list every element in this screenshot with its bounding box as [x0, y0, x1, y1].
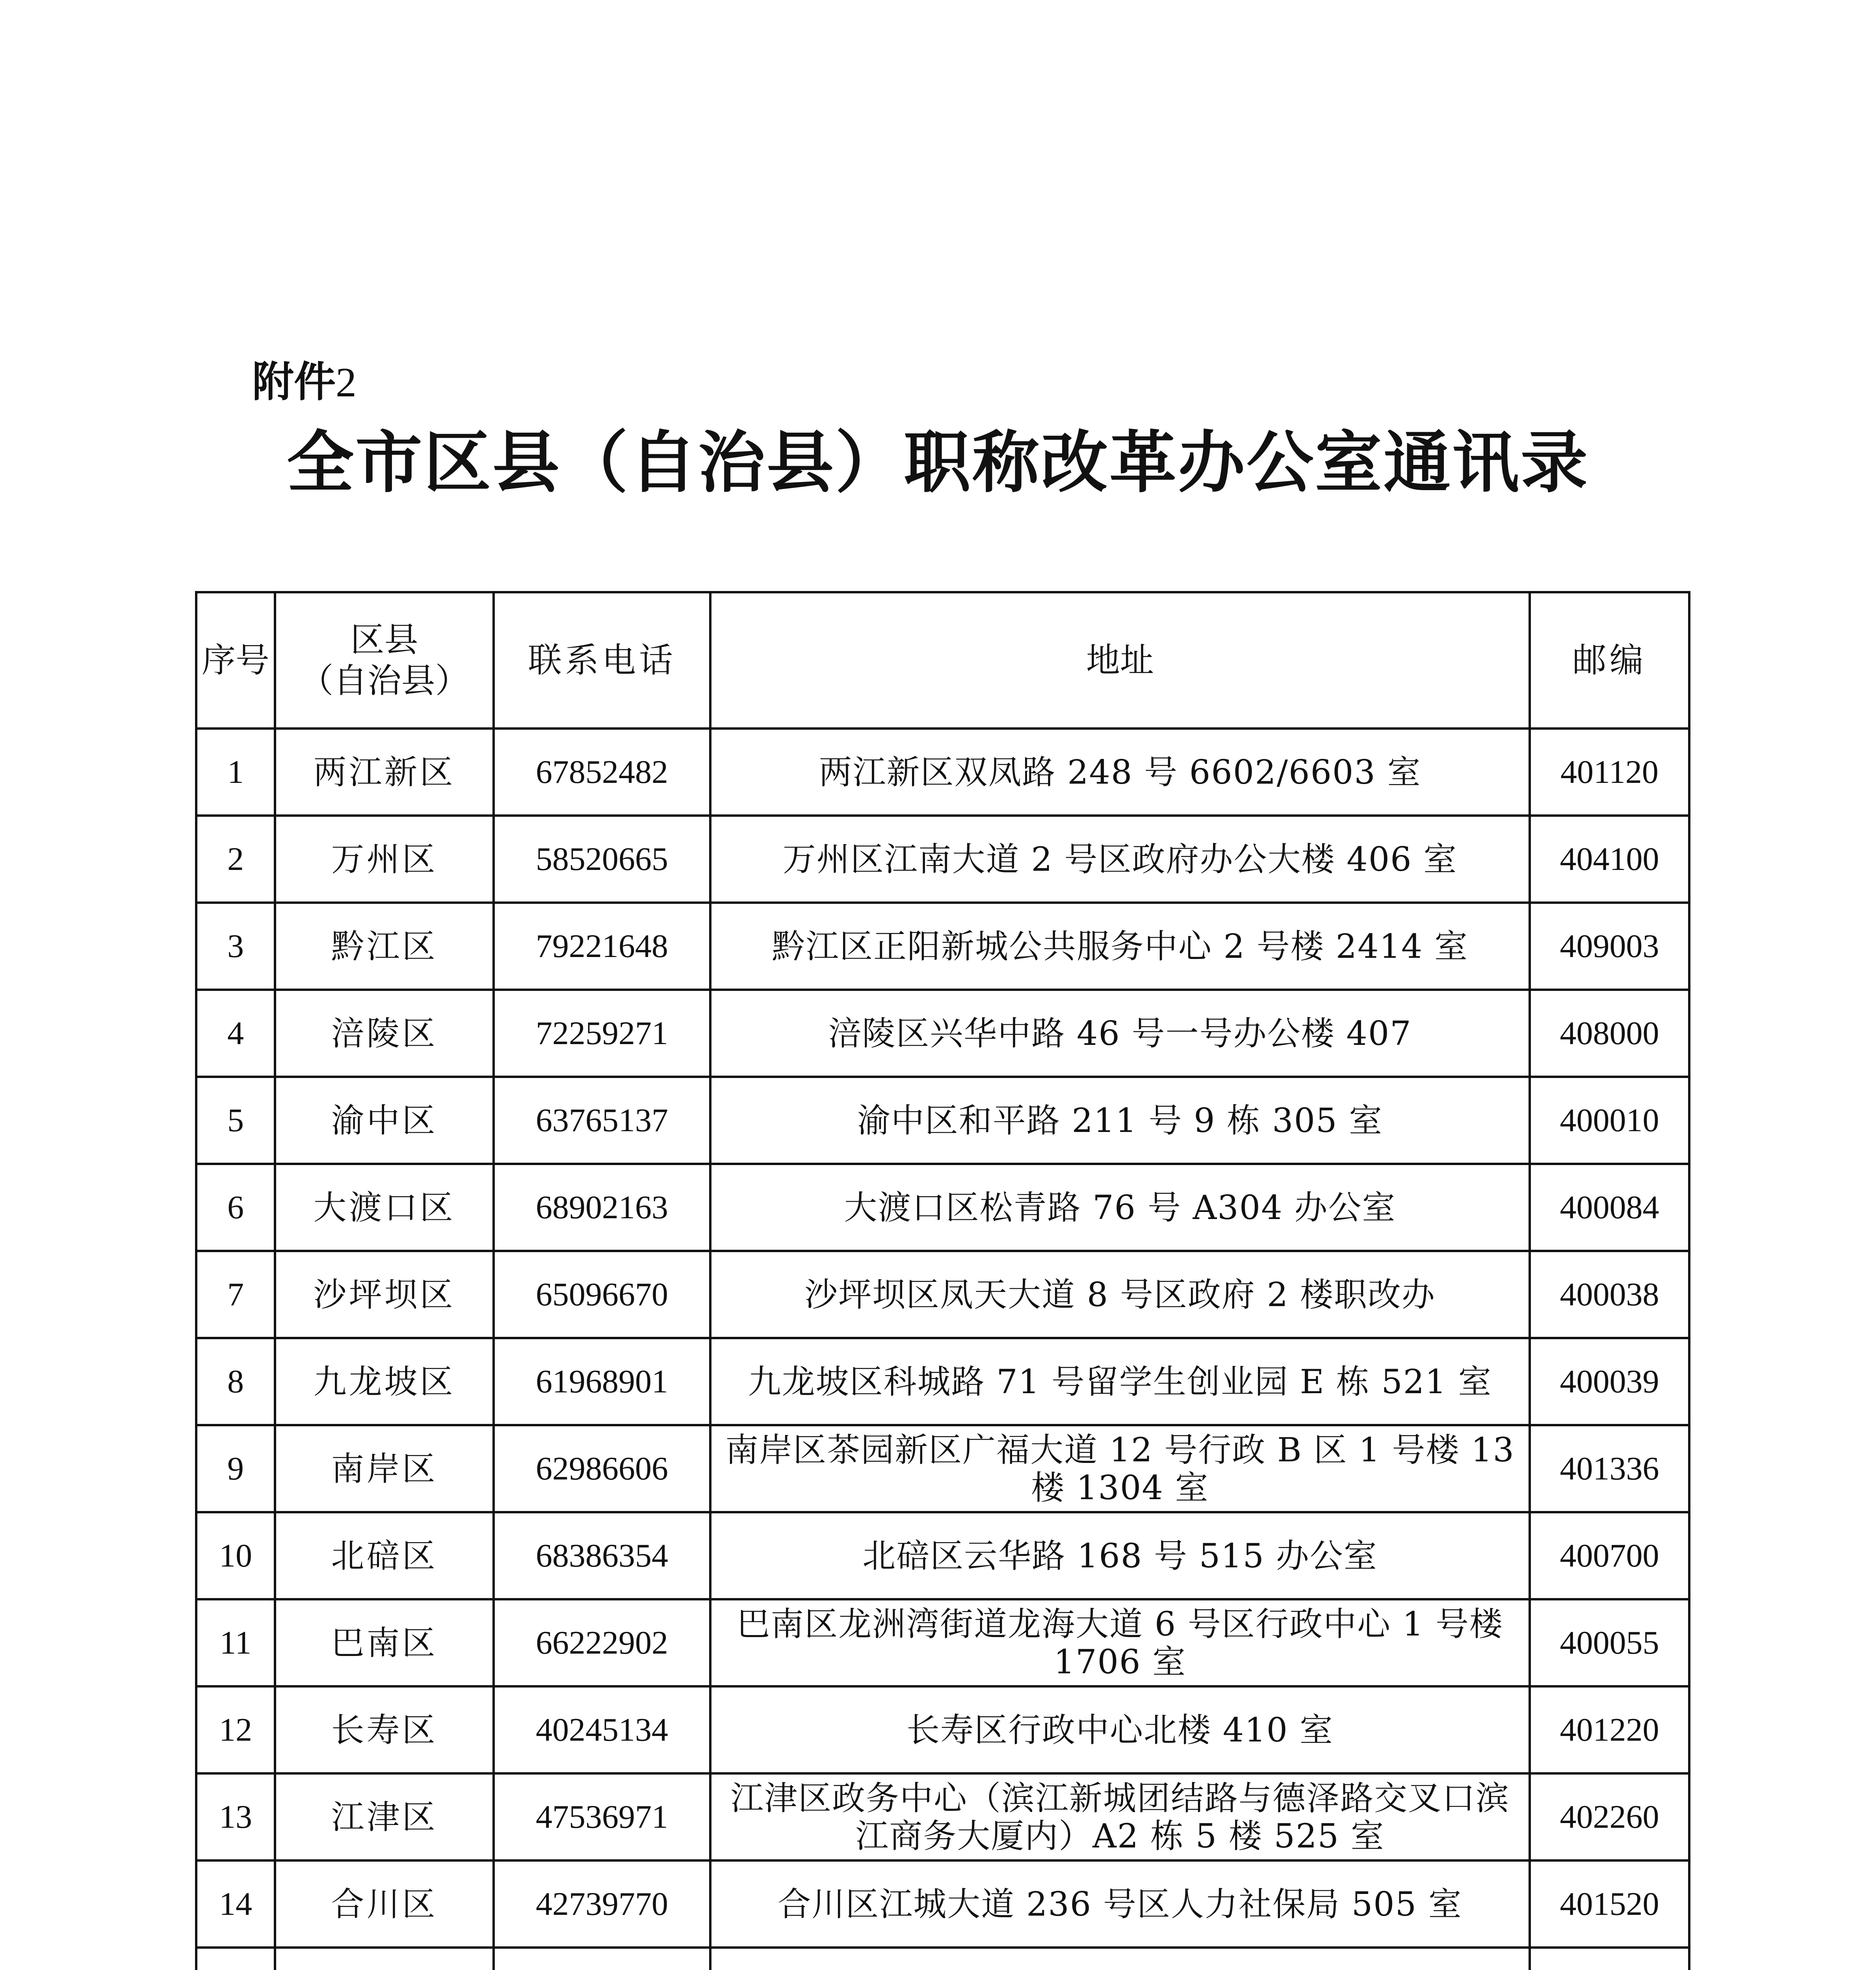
- phone-number: 42739770: [536, 1885, 668, 1922]
- row-phone: [494, 903, 710, 990]
- row-number: 7: [196, 1251, 275, 1338]
- table-row: [196, 1251, 1689, 1338]
- row-address: 巴南区龙洲湾街道龙海大道 6 号区行政中心 1 号楼 1706 室: [710, 1599, 1530, 1686]
- row-number: 4: [196, 990, 275, 1077]
- row-number: 11: [196, 1599, 275, 1686]
- row-address: 渝中区和平路 211 号 9 栋 305 室: [710, 1077, 1530, 1164]
- table-row: [196, 1077, 1689, 1164]
- row-zip: [1530, 1948, 1689, 1970]
- phone-number: 63765137: [536, 1102, 668, 1139]
- table-row: [196, 1860, 1689, 1948]
- row-phone: [494, 816, 710, 903]
- row-district: 合川区: [275, 1860, 494, 1948]
- row-number: 13: [196, 1773, 275, 1860]
- phone-number: 65096670: [536, 1276, 668, 1313]
- header-zip: 邮编: [1530, 592, 1689, 729]
- row-district: 涪陵区: [275, 990, 494, 1077]
- row-zip: 400039: [1530, 1338, 1689, 1425]
- header-district: [275, 592, 494, 729]
- row-number: 6: [196, 1164, 275, 1251]
- header-district-line1: 区县: [350, 620, 418, 660]
- row-address: [710, 1948, 1530, 1970]
- row-zip: 400010: [1530, 1077, 1689, 1164]
- page-title: 全市区县（自治县）职称改革办公室通讯录: [286, 424, 1589, 502]
- phone-number: 58520665: [536, 840, 668, 877]
- row-zip: 400700: [1530, 1512, 1689, 1599]
- row-district: 南岸区: [275, 1425, 494, 1512]
- row-phone: [494, 1686, 710, 1773]
- row-phone: [494, 1860, 710, 1948]
- row-address: 南岸区茶园新区广福大道 12 号行政 B 区 1 号楼 13 楼 1304 室: [710, 1425, 1530, 1512]
- phone-number: 68386354: [536, 1537, 668, 1574]
- phone-number: 66222902: [536, 1624, 668, 1661]
- phone-number: 68902163: [536, 1189, 668, 1226]
- row-district: [275, 1948, 494, 1970]
- row-address: 沙坪坝区凤天大道 8 号区政府 2 楼职改办: [710, 1251, 1530, 1338]
- header-num: 序号: [196, 592, 275, 729]
- table-row: [196, 1338, 1689, 1425]
- attachment-label: [252, 353, 357, 412]
- row-phone: [494, 1599, 710, 1686]
- row-district: 沙坪坝区: [275, 1251, 494, 1338]
- row-number: 8: [196, 1338, 275, 1425]
- table-row: [196, 816, 1689, 903]
- row-zip: 400084: [1530, 1164, 1689, 1251]
- row-zip: 409003: [1530, 903, 1689, 990]
- row-number: 12: [196, 1686, 275, 1773]
- row-phone: [494, 1512, 710, 1599]
- table-row: [196, 903, 1689, 990]
- header-phone: 联系电话: [494, 592, 710, 729]
- row-address: 涪陵区兴华中路 46 号一号办公楼 407: [710, 990, 1530, 1077]
- attachment-prefix: 附件: [252, 358, 336, 406]
- row-zip: 404100: [1530, 816, 1689, 903]
- row-number: 5: [196, 1077, 275, 1164]
- table-row: [196, 1425, 1689, 1512]
- row-zip: 401520: [1530, 1860, 1689, 1948]
- row-district: 巴南区: [275, 1599, 494, 1686]
- row-district: 北碚区: [275, 1512, 494, 1599]
- row-district: 渝中区: [275, 1077, 494, 1164]
- row-district: 两江新区: [275, 729, 494, 816]
- table-row: [196, 1773, 1689, 1860]
- row-address: 万州区江南大道 2 号区政府办公大楼 406 室: [710, 816, 1530, 903]
- row-district: 江津区: [275, 1773, 494, 1860]
- table-row: [196, 1599, 1689, 1686]
- phone-number: 62986606: [536, 1450, 668, 1487]
- phone-number: 79221648: [536, 927, 668, 965]
- row-number: 9: [196, 1425, 275, 1512]
- row-phone: [494, 1251, 710, 1338]
- row-number: [196, 1948, 275, 1970]
- table-row: [196, 990, 1689, 1077]
- row-address: 两江新区双凤路 248 号 6602/6603 室: [710, 729, 1530, 816]
- row-phone: [494, 1425, 710, 1512]
- row-number: 14: [196, 1860, 275, 1948]
- row-address: 黔江区正阳新城公共服务中心 2 号楼 2414 室: [710, 903, 1530, 990]
- row-zip: 402260: [1530, 1773, 1689, 1860]
- table-body: [196, 729, 1689, 1970]
- row-phone: [494, 1338, 710, 1425]
- row-address: 北碚区云华路 168 号 515 办公室: [710, 1512, 1530, 1599]
- row-number: 2: [196, 816, 275, 903]
- row-address: 合川区江城大道 236 号区人力社保局 505 室: [710, 1860, 1530, 1948]
- row-address: 江津区政务中心（滨江新城团结路与德泽路交叉口滨江商务大厦内）A2 栋 5 楼 525 室: [710, 1773, 1530, 1860]
- row-district: 长寿区: [275, 1686, 494, 1773]
- phone-number: 61968901: [536, 1363, 668, 1400]
- phone-number: 72259271: [536, 1015, 668, 1052]
- table-row: [196, 1948, 1689, 1970]
- phone-number: 40245134: [536, 1711, 668, 1748]
- row-district: 大渡口区: [275, 1164, 494, 1251]
- row-zip: 401336: [1530, 1425, 1689, 1512]
- table-row: [196, 1686, 1689, 1773]
- row-district: 万州区: [275, 816, 494, 903]
- row-zip: 401120: [1530, 729, 1689, 816]
- row-zip: 400038: [1530, 1251, 1689, 1338]
- row-address: 九龙坡区科城路 71 号留学生创业园 E 栋 521 室: [710, 1338, 1530, 1425]
- header-district-line2: （自治县）: [299, 661, 469, 701]
- row-phone: [494, 729, 710, 816]
- table-row: [196, 1512, 1689, 1599]
- row-zip: 401220: [1530, 1686, 1689, 1773]
- table-header-row: [196, 592, 1689, 729]
- row-district: 九龙坡区: [275, 1338, 494, 1425]
- row-address: 大渡口区松青路 76 号 A304 办公室: [710, 1164, 1530, 1251]
- row-number: 1: [196, 729, 275, 816]
- row-phone: [494, 990, 710, 1077]
- contact-directory-table: [195, 591, 1690, 1970]
- row-district: 黔江区: [275, 903, 494, 990]
- table-row: [196, 729, 1689, 816]
- attachment-number: 2: [336, 359, 357, 405]
- row-phone: [494, 1773, 710, 1860]
- header-address: 地址: [710, 592, 1530, 729]
- phone-number: 47536971: [536, 1798, 668, 1835]
- row-zip: 400055: [1530, 1599, 1689, 1686]
- row-phone: [494, 1164, 710, 1251]
- row-phone: [494, 1948, 710, 1970]
- row-number: 3: [196, 903, 275, 990]
- row-number: 10: [196, 1512, 275, 1599]
- row-zip: 408000: [1530, 990, 1689, 1077]
- table-row: [196, 1164, 1689, 1251]
- row-phone: [494, 1077, 710, 1164]
- row-address: 长寿区行政中心北楼 410 室: [710, 1686, 1530, 1773]
- phone-number: 67852482: [536, 753, 668, 790]
